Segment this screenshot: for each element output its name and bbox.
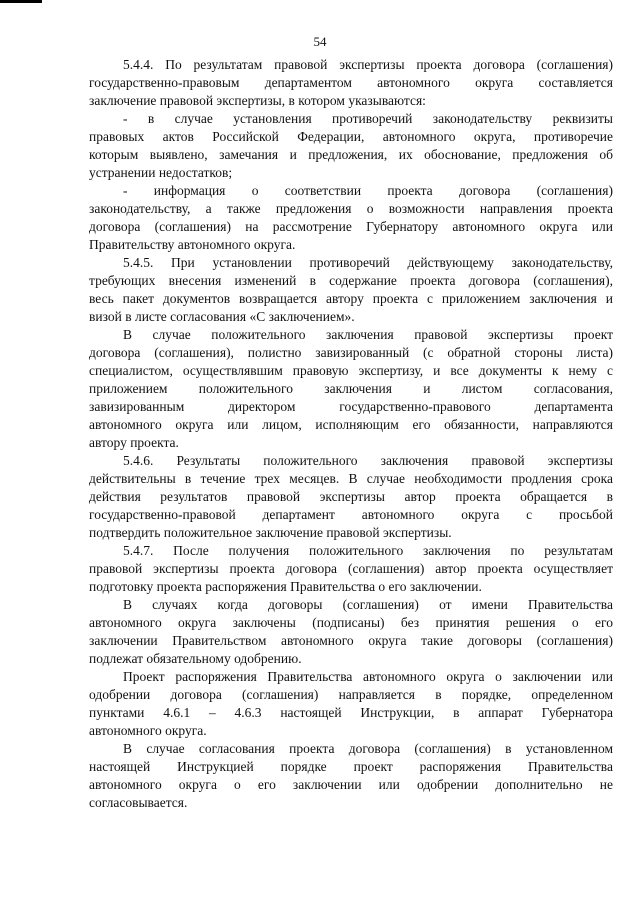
paragraph: [89, 596, 613, 668]
text-line: автору проекта.: [89, 435, 179, 450]
text-line: настоящей Инструкцией порядке проект распоряжения Правительства: [89, 759, 613, 774]
text-line: одобрении договора (соглашения) направляется в порядке, определенном: [89, 687, 613, 702]
paragraph: [89, 668, 613, 740]
text-line: В случае положительного заключения правовой экспертизы проект: [123, 327, 613, 342]
paragraph: [89, 56, 613, 110]
paragraph: [89, 254, 613, 326]
paragraph-bullet-2: [89, 182, 613, 254]
text-line: действия результатов правовой экспертизы автор проекта обращается в: [89, 489, 613, 504]
paragraph: [89, 452, 613, 542]
top-rule: [0, 0, 42, 3]
paragraph: [89, 740, 613, 812]
text-line: Правительству автономного округа.: [89, 237, 296, 252]
text-line: автономного округа.: [89, 723, 207, 738]
text-line: В случаях когда договоры (соглашения) от имени Правительства: [123, 597, 613, 612]
text-line: автономного округа заключены (подписаны) без принятия решения о его: [89, 615, 613, 630]
text-line: согласовывается.: [89, 795, 188, 810]
text-line: подтвердить положительное заключение правовой экспертизы.: [89, 525, 452, 540]
text-line: 5.4.5. При установлении противоречий действующему законодательству,: [123, 255, 613, 270]
document-body: [89, 56, 613, 812]
text-line: требующих внесения изменений в содержание проекта договора (соглашения),: [89, 273, 613, 288]
text-line: 5.4.4. По результатам правовой экспертизы проекта договора (соглашения): [123, 57, 613, 72]
text-line: завизированным директором государственно-правового департамента: [89, 399, 613, 414]
text-line: специалистом, осуществлявшим правовую экспертизу, и все документы к нему с: [89, 363, 613, 378]
text-line: законодательству, а также предложения о возможности направления проекта: [89, 201, 613, 216]
text-line: автономного округа о его заключении или одобрении дополнительно не: [89, 777, 613, 792]
paragraph: [89, 542, 613, 596]
text-line: 5.4.7. После получения положительного заключения по результатам: [123, 543, 613, 558]
text-line: государственно-правовой департамент автономного округа с просьбой: [89, 507, 613, 522]
text-line: подготовку проекта распоряжения Правительства о его заключении.: [89, 579, 482, 594]
paragraph: [89, 326, 613, 452]
text-line: государственно-правовым департаментом автономного округа составляется: [89, 75, 613, 90]
text-line: - в случае установления противоречий законодательству реквизиты: [123, 111, 613, 126]
text-line: подлежат обязательному одобрению.: [89, 651, 302, 666]
text-line: визой в листе согласования «С заключением».: [89, 309, 355, 324]
text-line: действительны в течение трех месяцев. В случае необходимости продления срока: [89, 471, 613, 486]
text-line: автономного округа или лицом, исполняющим его обязанности, направляются: [89, 417, 613, 432]
text-line: весь пакет документов возвращается автору проекта с приложением заключения и: [89, 291, 613, 306]
text-line: - информация о соответствии проекта договора (соглашения): [123, 183, 613, 198]
text-line: Проект распоряжения Правительства автономного округа о заключении или: [123, 669, 613, 684]
text-line: заключении Правительством автономного округа такие договоры (соглашения): [89, 633, 613, 648]
text-line: которым выявлено, замечания и предложения, их обоснование, предложения об: [89, 147, 613, 162]
text-line: договора (соглашения), полистно завизированный (с обратной стороны листа): [89, 345, 613, 360]
text-line: В случае согласования проекта договора (соглашения) в установленном: [123, 741, 613, 756]
text-line: договора (соглашения) на рассмотрение Губернатору автономного округа или: [89, 219, 613, 234]
text-line: заключение правовой экспертизы, в котором указываются:: [89, 93, 426, 108]
page-number: 54: [313, 34, 327, 49]
text-line: приложением положительного заключения и листом согласования,: [89, 381, 613, 396]
text-line: пунктами 4.6.1 – 4.6.3 настоящей Инструкции, в аппарат Губернатора: [89, 705, 613, 720]
text-line: устранении недостатков;: [89, 165, 233, 180]
paragraph-bullet-1: [89, 110, 613, 182]
text-line: правовых актов Российской Федерации, автономного округа, противоречие: [89, 129, 613, 144]
text-line: правовой экспертизы проекта договора (соглашения) автор проекта осуществляет: [89, 561, 613, 576]
text-line: 5.4.6. Результаты положительного заключения правовой экспертизы: [123, 453, 613, 468]
